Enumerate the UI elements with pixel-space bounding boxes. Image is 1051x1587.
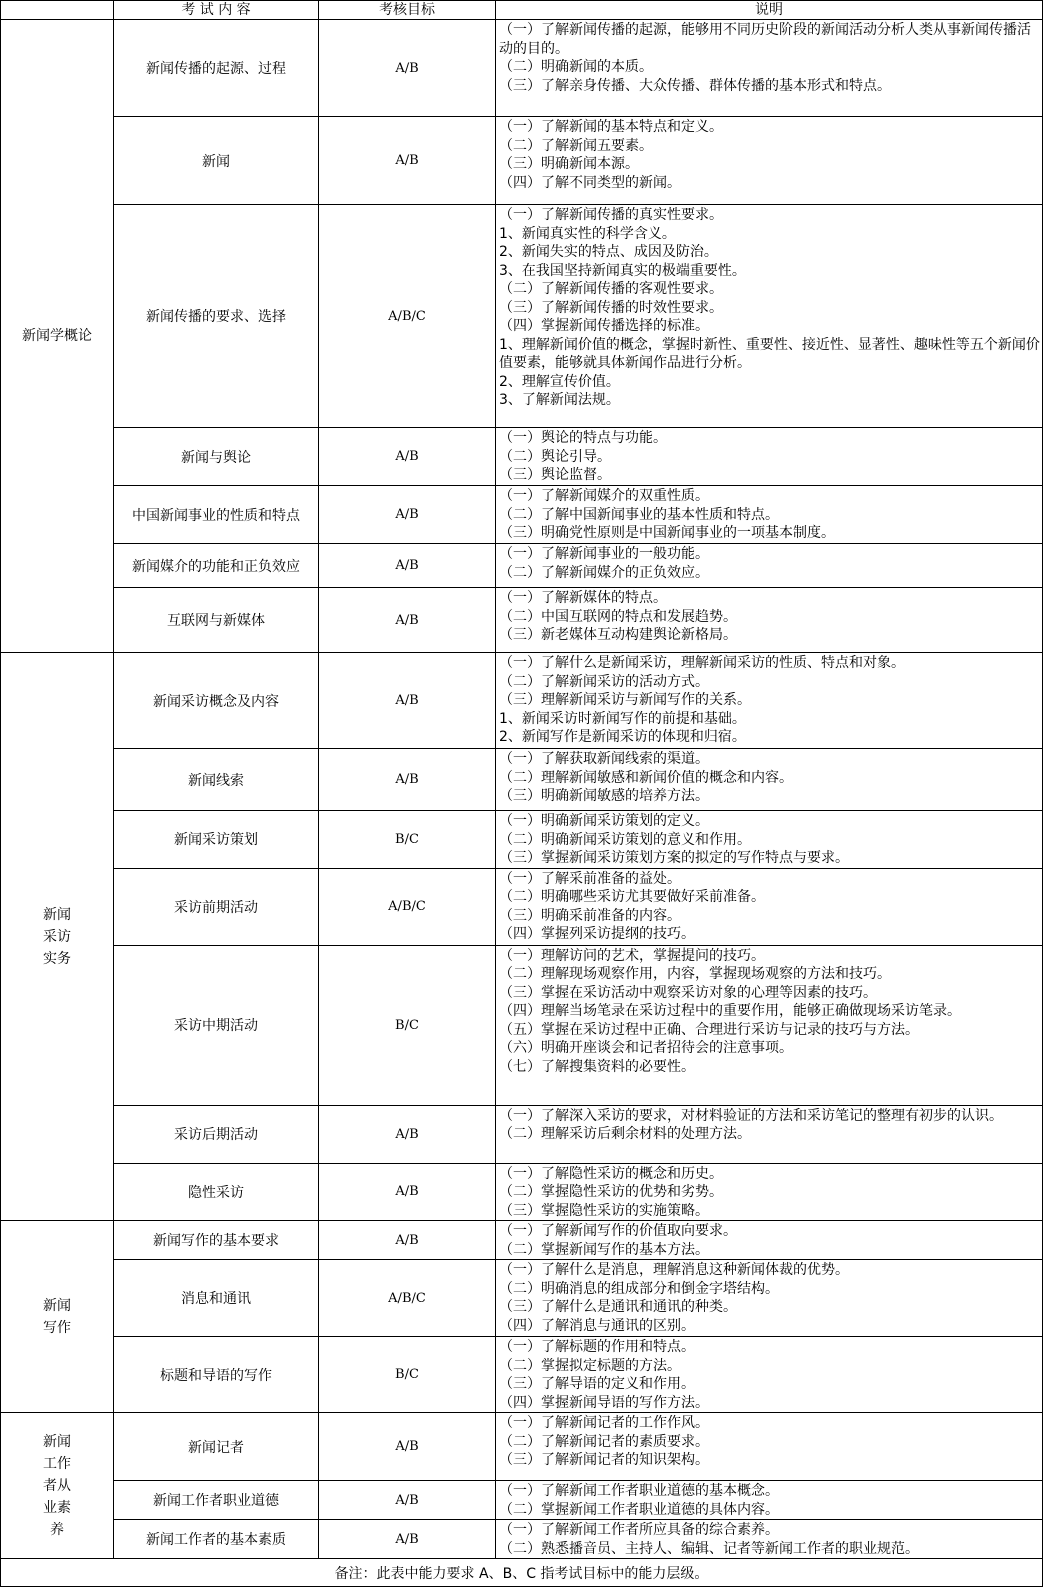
description-line: （二）明确哪些采访尤其要做好采前准备。 [499,889,765,905]
target-cell: A/B/C [319,868,496,945]
description-line: （一）了解什么是新闻采访，理解新闻采访的性质、特点和对象。 [499,655,905,671]
topic-cell: 新闻写作的基本要求 [114,1221,319,1260]
description-line: （一）了解新闻记者的工作作风。 [499,1415,709,1431]
table-row [1,1105,1043,1163]
description-line: 1、新闻采访时新闻写作的前提和基础。 [499,710,746,727]
description-line: （一）了解什么是消息，理解消息这种新闻体裁的优势。 [499,1262,849,1278]
table-row [1,1481,1043,1520]
description-line: （二）了解中国新闻事业的基本性质和特点。 [499,506,779,523]
description-line: 3、在我国坚持新闻真实的极端重要性。 [499,262,746,279]
target-cell: A/B [319,653,496,749]
section-name: 新闻 工作 者从 业素 养 [1,1413,114,1559]
description-line: （七）了解搜集资料的必要性。 [499,1058,695,1075]
target-cell: B/C [319,811,496,869]
description-cell [496,1520,1043,1559]
description-line: （三）明确党性原则是中国新闻事业的一项基本制度。 [499,525,835,541]
description-line: （三）明确采前准备的内容。 [499,907,681,924]
description-cell [496,588,1043,653]
table-row [1,1221,1043,1260]
description-cell [496,1337,1043,1413]
description-line: （三）新老媒体互动构建舆论新格局。 [499,627,737,643]
topic-cell: 标题和导语的写作 [114,1337,319,1413]
topic-cell: 新闻工作者职业道德 [114,1481,319,1520]
description-line: （二）了解新闻传播的客观性要求。 [499,281,723,297]
target-cell: A/B [319,544,496,588]
table-row [1,428,1043,486]
description-line: （一）了解深入采访的要求，对材料验证的方法和采访笔记的整理有初步的认识。 [499,1107,1003,1124]
section-name: 新闻 写作 [1,1221,114,1413]
target-cell: A/B/C [319,205,496,428]
description-line: （二）明确新闻采访策划的意义和作用。 [499,831,751,848]
description-line: （五）掌握在采访过程中正确、合理进行采访与记录的技巧与方法。 [499,1021,919,1038]
description-line: （一）了解新闻工作者职业道德的基本概念。 [499,1483,779,1499]
description-cell [496,1163,1043,1221]
description-line: （二）掌握新闻写作的基本方法。 [499,1241,709,1258]
description-line: 2、新闻失实的特点、成因及防治。 [499,244,718,260]
description-line: （二）了解新闻记者的素质要求。 [499,1433,709,1450]
description-line: （四）了解不同类型的新闻。 [499,174,681,191]
target-cell: A/B [319,1520,496,1559]
description-line: 3、了解新闻法规。 [499,392,620,408]
target-cell: A/B [319,117,496,205]
table-row [1,749,1043,811]
description-line: 1、新闻真实性的科学含义。 [499,225,676,242]
topic-cell: 新闻工作者的基本素质 [114,1520,319,1559]
description-line: （二）明确新闻的本质。 [499,59,653,75]
description-line: （一）理解访问的艺术，掌握提问的技巧。 [499,947,765,964]
description-cell [496,1221,1043,1260]
table-row [1,20,1043,117]
description-line: （四）掌握新闻传播选择的标准。 [499,318,709,334]
target-cell: A/B/C [319,1260,496,1337]
description-line: （三）了解新闻传播的时效性要求。 [499,299,723,316]
description-line: （二）舆论引导。 [499,448,611,465]
description-cell [496,1260,1043,1337]
topic-cell: 新闻传播的起源、过程 [114,20,319,117]
description-line: （一）明确新闻采访策划的定义。 [499,813,709,829]
description-line: （一）了解获取新闻线索的渠道。 [499,751,709,767]
description-cell [496,945,1043,1105]
description-cell [496,653,1043,749]
description-line: （一）了解新闻媒介的双重性质。 [499,488,709,504]
target-cell: B/C [319,945,496,1105]
description-cell [496,811,1043,869]
description-line: （三）掌握在采访活动中观察采访对象的心理等因素的技巧。 [499,984,877,1001]
target-cell: B/C [319,1337,496,1413]
header-target: 考核目标 [319,1,496,20]
table-row [1,811,1043,869]
description-line: （二）理解新闻敏感和新闻价值的概念和内容。 [499,769,793,786]
table-row [1,945,1043,1105]
header-description: 说明 [496,1,1043,20]
topic-cell: 采访后期活动 [114,1105,319,1163]
target-cell: A/B [319,749,496,811]
table-body [1,20,1043,1559]
description-line: （三）明确新闻敏感的培养方法。 [499,788,709,804]
table-row [1,1520,1043,1559]
topic-cell: 新闻采访策划 [114,811,319,869]
section-name: 新闻学概论 [1,20,114,653]
target-cell: A/B [319,1163,496,1221]
description-cell [496,205,1043,428]
target-cell: A/B [319,1481,496,1520]
description-line: （一）了解新闻传播的起源，能够用不同历史阶段的新闻活动分析人类从事新闻传播活动的目的。 [499,22,1031,57]
description-cell [496,428,1043,486]
description-line: 2、新闻写作是新闻采访的体现和归宿。 [499,729,746,745]
target-cell: A/B [319,1105,496,1163]
topic-cell: 隐性采访 [114,1163,319,1221]
description-line: （二）掌握新闻工作者职业道德的具体内容。 [499,1501,779,1518]
description-line: （一）了解新闻事业的一般功能。 [499,546,709,562]
table-note: 备注：此表中能力要求 A、B、C 指考试目标中的能力层级。 [1,1559,1043,1587]
table-row [1,205,1043,428]
target-cell: A/B [319,428,496,486]
description-line: （二）理解现场观察作用，内容，掌握现场观察的方法和技巧。 [499,966,891,982]
description-cell [496,117,1043,205]
description-line: （二）了解新闻媒介的正负效应。 [499,564,709,581]
description-line: （三）舆论监督。 [499,467,611,483]
topic-cell: 新闻传播的要求、选择 [114,205,319,428]
topic-cell: 采访前期活动 [114,868,319,945]
header-content: 考 试 内 容 [114,1,319,20]
description-line: （一）了解采前准备的益处。 [499,870,681,887]
description-line: （四）掌握列采访提纲的技巧。 [499,926,695,942]
header-row [1,1,1043,20]
description-line: （二）了解新闻采访的活动方式。 [499,673,709,690]
description-line: （一）了解隐性采访的概念和历史。 [499,1165,723,1182]
table-row [1,868,1043,945]
topic-cell: 中国新闻事业的性质和特点 [114,486,319,544]
description-line: （四）了解消息与通讯的区别。 [499,1317,695,1334]
description-line: （四）掌握新闻导语的写作方法。 [499,1394,709,1411]
table-row [1,486,1043,544]
description-cell [496,20,1043,117]
topic-cell: 新闻采访概念及内容 [114,653,319,749]
target-cell: A/B [319,588,496,653]
topic-cell: 采访中期活动 [114,945,319,1105]
description-line: （三）了解什么是通讯和通讯的种类。 [499,1299,737,1315]
description-line: （一）舆论的特点与功能。 [499,430,667,446]
table-row [1,544,1043,588]
description-line: （六）明确开座谈会和记者招待会的注意事项。 [499,1040,793,1056]
table-row [1,588,1043,653]
header-blank [1,1,114,20]
table-row [1,1337,1043,1413]
description-line: （三）明确新闻本源。 [499,156,639,172]
description-line: （二）熟悉播音员、主持人、编辑、记者等新闻工作者的职业规范。 [499,1540,919,1557]
description-cell [496,486,1043,544]
description-line: （一）了解新闻传播的真实性要求。 [499,207,723,223]
description-line: （二）了解新闻五要素。 [499,137,653,154]
description-cell [496,1413,1043,1481]
description-line: （二）中国互联网的特点和发展趋势。 [499,608,737,625]
topic-cell: 新闻记者 [114,1413,319,1481]
target-cell: A/B [319,486,496,544]
table-row [1,117,1043,205]
topic-cell: 新闻 [114,117,319,205]
description-line: 1、理解新闻价值的概念，掌握时新性、重要性、接近性、显著性、趣味性等五个新闻价值要素，能够就具体新闻作品进行分析。 [499,336,1040,371]
description-line: （三）掌握隐性采访的实施策略。 [499,1202,709,1219]
table-row [1,1163,1043,1221]
description-line: （四）理解当场笔录在采访过程中的重要作用，能够正确做现场采访笔录。 [499,1003,961,1019]
description-line: （三）了解亲身传播、大众传播、群体传播的基本形式和特点。 [499,77,891,94]
description-line: 2、理解宣传价值。 [499,373,620,390]
description-line: （一）了解新闻工作者所应具备的综合素养。 [499,1522,779,1538]
note-row [1,1559,1043,1587]
target-cell: A/B [319,1221,496,1260]
topic-cell: 新闻线索 [114,749,319,811]
description-cell [496,749,1043,811]
description-line: （一）了解标题的作用和特点。 [499,1339,695,1355]
table-row [1,653,1043,749]
description-line: （二）明确消息的组成部分和倒金字塔结构。 [499,1280,779,1297]
description-line: （三）理解新闻采访与新闻写作的关系。 [499,692,751,708]
description-line: （二）掌握隐性采访的优势和劣势。 [499,1184,723,1200]
description-line: （三）掌握新闻采访策划方案的拟定的写作特点与要求。 [499,850,849,866]
description-cell [496,868,1043,945]
description-cell [496,544,1043,588]
description-line: （一）了解新媒体的特点。 [499,590,667,606]
description-line: （三）了解新闻记者的知识架构。 [499,1452,709,1468]
description-cell [496,1105,1043,1163]
section-name: 新闻 采访 实务 [1,653,114,1221]
topic-cell: 新闻与舆论 [114,428,319,486]
target-cell: A/B [319,1413,496,1481]
description-line: （一）了解新闻的基本特点和定义。 [499,119,723,135]
table-row [1,1413,1043,1481]
description-line: （二）掌握拟定标题的方法。 [499,1357,681,1374]
topic-cell: 消息和通讯 [114,1260,319,1337]
topic-cell: 新闻媒介的功能和正负效应 [114,544,319,588]
table-row [1,1260,1043,1337]
topic-cell: 互联网与新媒体 [114,588,319,653]
description-cell [496,1481,1043,1520]
description-line: （三）了解导语的定义和作用。 [499,1376,695,1392]
description-line: （二）理解采访后剩余材料的处理方法。 [499,1126,751,1142]
description-line: （一）了解新闻写作的价值取向要求。 [499,1223,737,1239]
target-cell: A/B [319,20,496,117]
